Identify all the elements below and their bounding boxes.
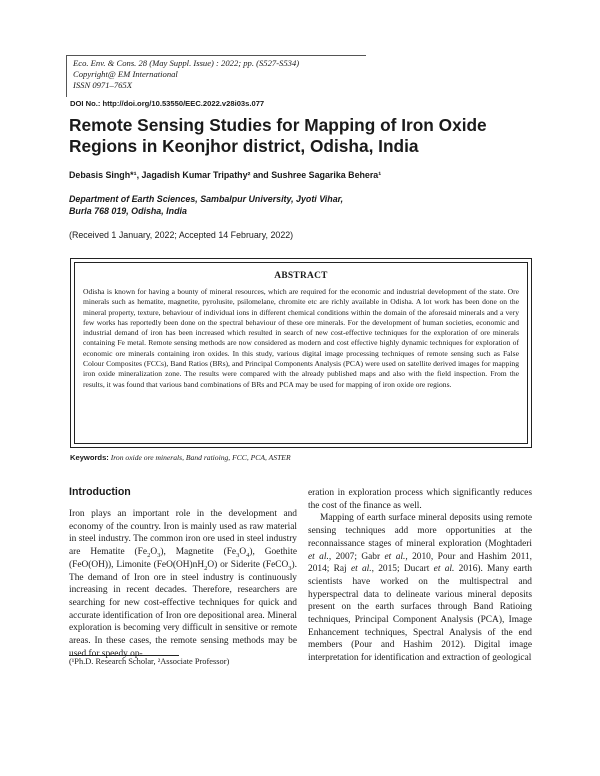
abstract-box (70, 258, 532, 448)
introduction-right-column (308, 487, 532, 665)
doi-line[interactable]: DOI No.: http://doi.org/10.53550/EEC.2022.v28i03s.077 (70, 99, 265, 108)
journal-info-box (66, 55, 366, 97)
paper-title: Remote Sensing Studies for Mapping of Iron Oxide Regions in Keonjhor district, Odisha, India (69, 115, 487, 156)
keywords-text: Iron oxide ore minerals, Band ratioing, FCC, PCA, ASTER (110, 453, 291, 462)
footnote-rule (69, 655, 179, 656)
author-list: Debasis Singh*¹, Jagadish Kumar Tripathy² and Sushree Sagarika Behera¹ (69, 170, 382, 180)
abstract-inner-frame (74, 262, 528, 444)
intro-paragraph-2: Mapping of earth surface mineral deposits using remote sensing techniques add more opportunities at the reconnaissance stages of mineral exploration (Moghtaderi et al., 2007; Gabr et al., 2010, Pour and Hashim 2011, 2014; Raj et al., 2015; Ducart et al. 2016). Many earth scientists have worked on the multispectral and hyperspectral data to delineate various mineral deposits present on the earth surfaces through Band Ratioing techniques, Principal Component Analysis (PCA), Image Enhancement techniques, Spectral Analysis of the end members (Pour and Hashim 2012). Digital image interpretation for identification and extraction of geological (308, 513, 533, 664)
journal-copyright: Copyright@ EM International (73, 68, 178, 79)
footnote: (¹Ph.D. Research Scholar, ²Associate Professor) (69, 657, 230, 666)
received-accepted-dates: (Received 1 January, 2022; Accepted 14 February, 2022) (69, 230, 294, 240)
keywords-label: Keywords: (70, 453, 109, 462)
affiliation (69, 193, 469, 217)
journal-citation: Eco. Env. & Cons. 28 (May Suppl. Issue) : 2022; pp. (S527-S534) (73, 58, 300, 68)
journal-issn: ISSN 0971–765X (73, 79, 132, 90)
introduction-heading: Introduction (69, 486, 131, 498)
affiliation-line-1: Department of Earth Sciences, Sambalpur University, Jyoti Vihar, (69, 194, 344, 204)
affiliation-line-2: Burla 768 019, Odisha, India (69, 206, 187, 216)
keywords (70, 453, 291, 462)
abstract-heading: ABSTRACT (274, 271, 328, 281)
introduction-left-column (69, 508, 297, 660)
abstract-text: Odisha is known for having a bounty of mineral resources, which are required for the economic and industrial development of the state. Ore minerals such as hematite, magnetite, pyrolusite, psilomelane, chromite etc are richly available in Odisha. A lot work has been done on the mineral property, texture, behaviour of individual ions in different chemical conditions within the domain of the aforesaid minerals and a very few works has reportedly been done on the spectral behaviour of these ore minerals. For the development of human societies, economic and industrial demand of iron has been increased which resulted in search of new cost-effective techniques for the exploration of ore minerals containing Fe metal. Remote sensing methods are now considered as modern and cost effective highly dynamic techniques for exploration of economic ore minerals containing iron oxides. In this study, various digital image processing techniques of remote sensing such as False Colour Composites (FCCs), Band Ratios (BRs), and Principal Components Analysis (PCA) were used on satellite derived images for mapping iron oxide mineralization zone. The results were compared with the already published maps and also with the field inspection. From the results, it was found that various band combinations of BRs and PCA may be used for mapping of iron oxide ore regions. (83, 287, 519, 389)
intro-paragraph-1: Iron plays an important role in the development and economy of the country. Iron is mainly used as raw material in steel industry. The common iron ore used in steel industry are Hematite $(Fe_2O_3)$, Magnetite $(Fe_3O_4)$, Goethite (FeO(OH)), Limonite $(FeO(OH)nH_2O)$ or Siderite (FeCO$_3$). The demand of Iron ore in steel industry is continuously increasing in recent decades. Therefore, researchers are searching for new cost-effective techniques for quick and accurate identification of Iron ore depositional area. Mineral exploration is becoming very difficult in sensitive or remote areas. In these cases, the remote sensing methods may be used for speedy op- (69, 509, 297, 659)
intro-paragraph-continued: eration in exploration process which significantly reduces the cost of the finance as well. (308, 488, 532, 511)
